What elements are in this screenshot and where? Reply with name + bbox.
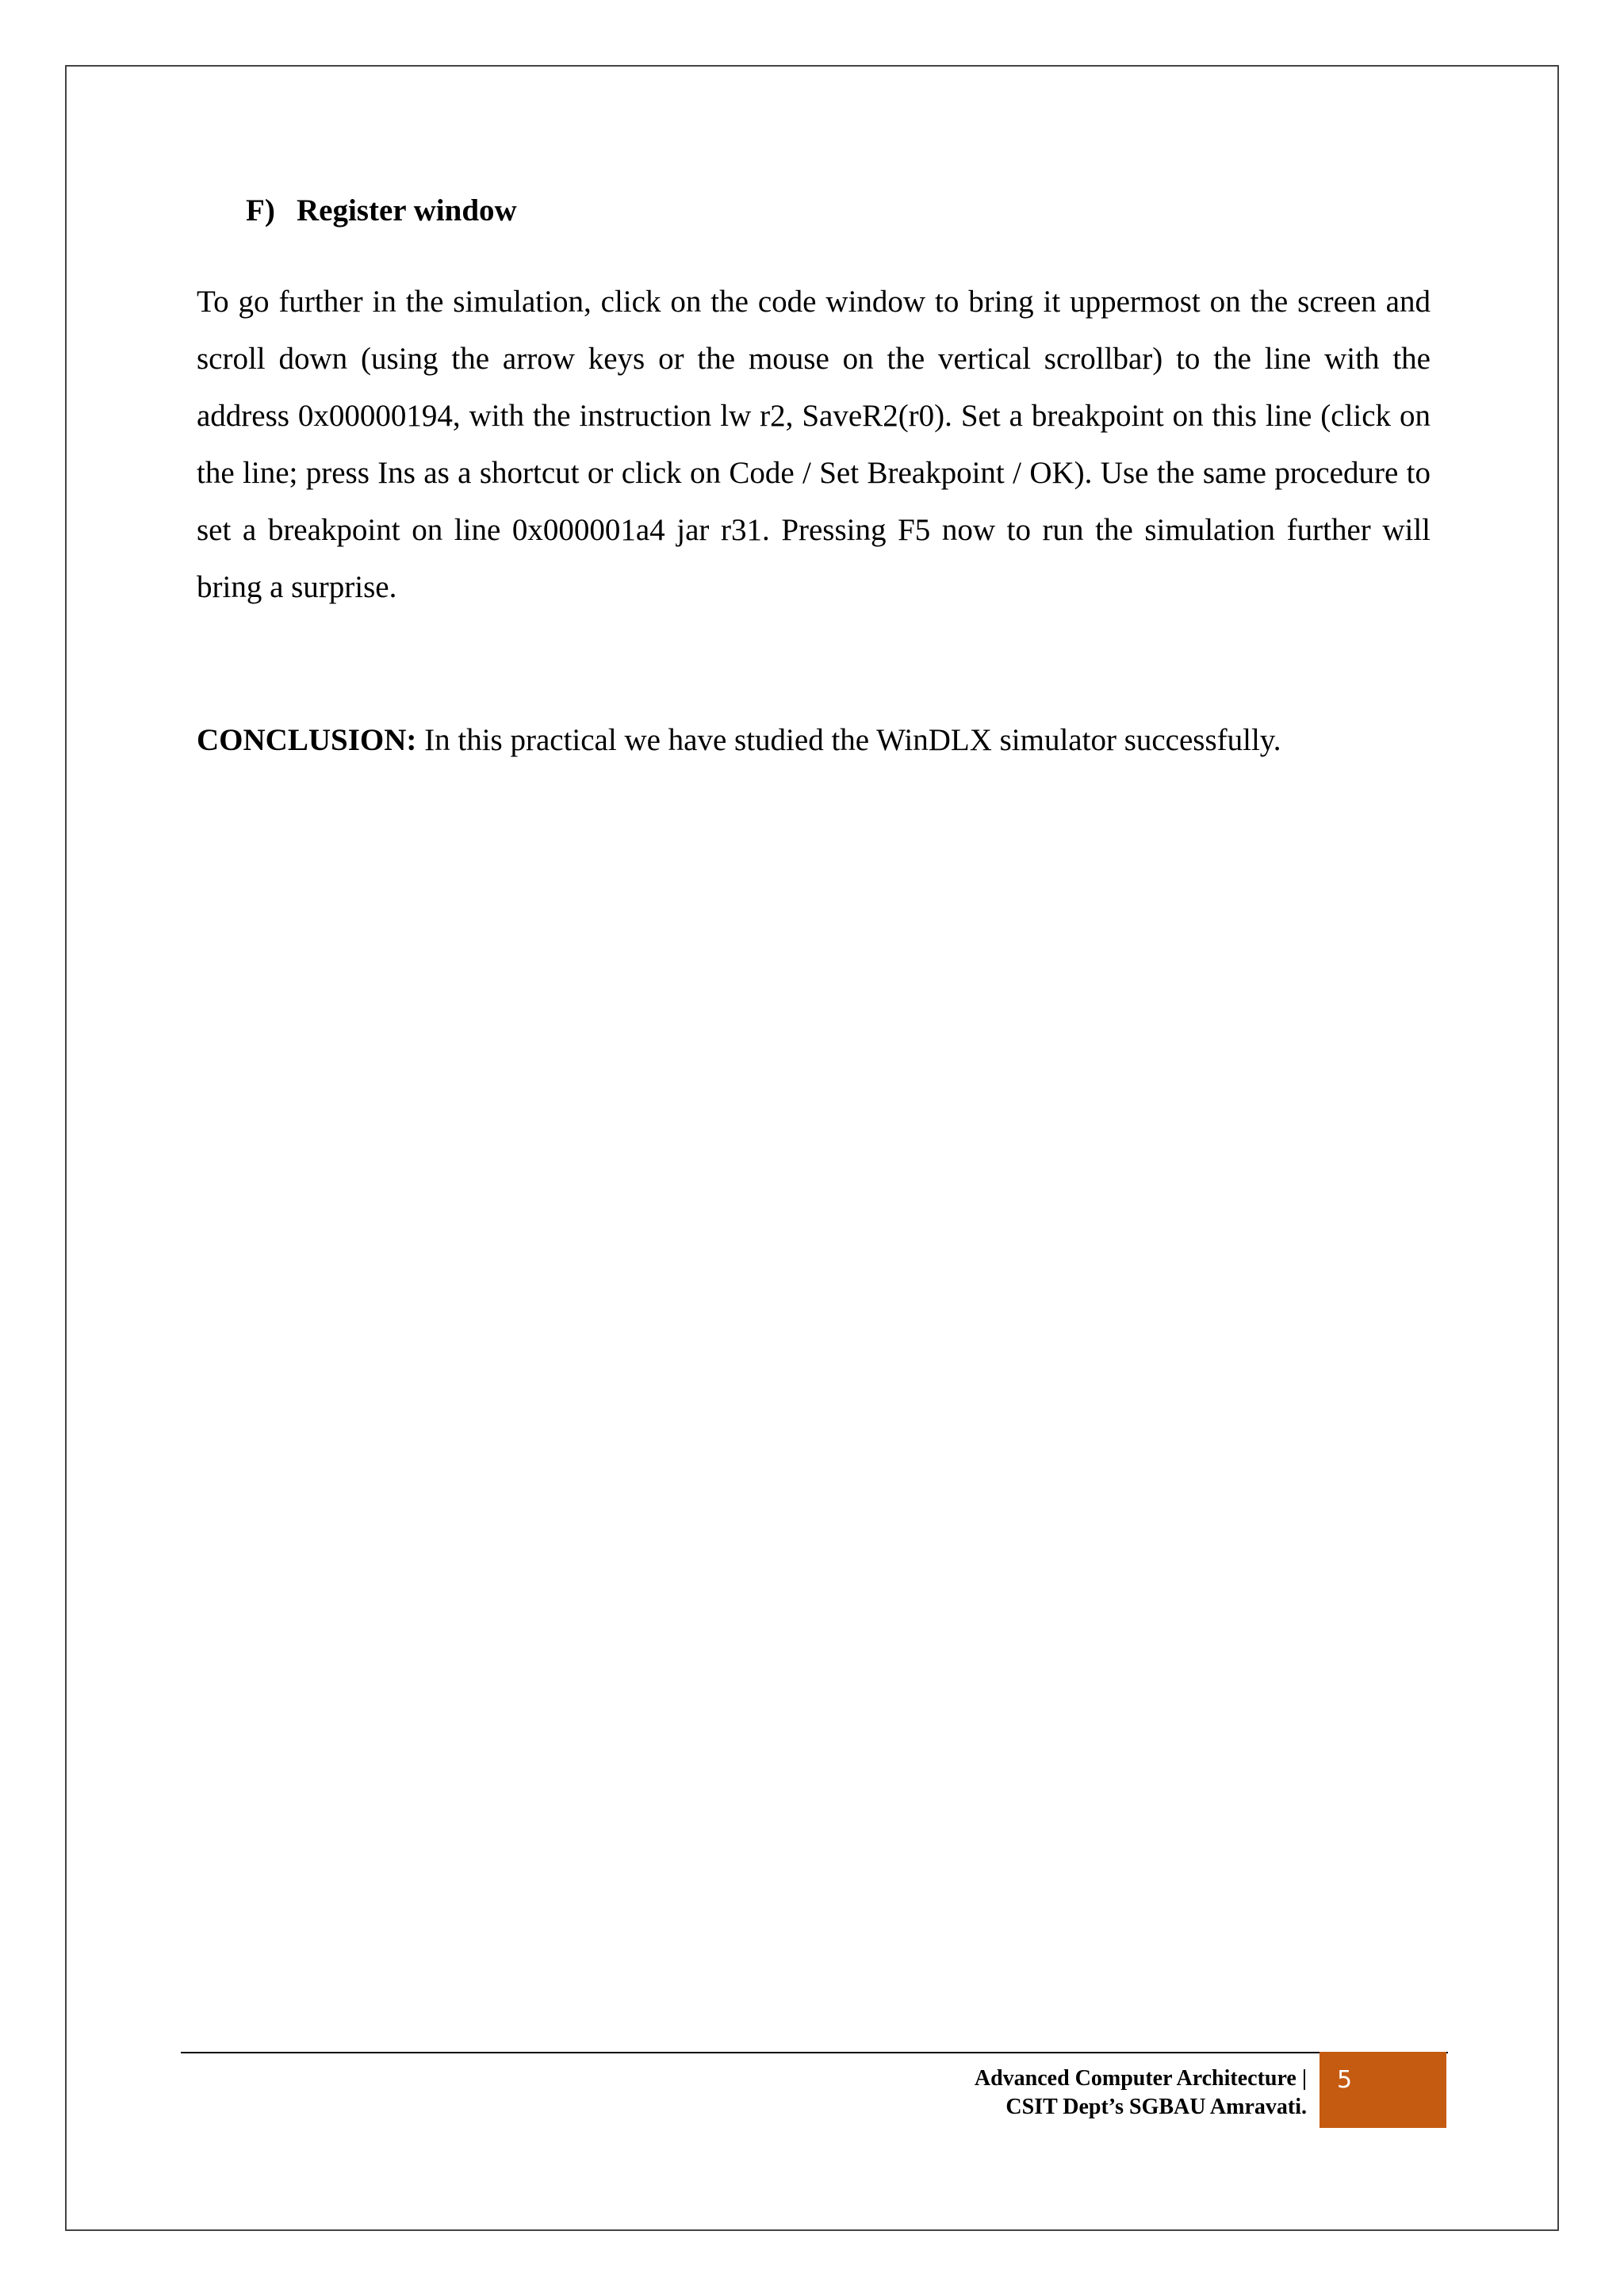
conclusion-label: CONCLUSION:	[197, 723, 417, 757]
section-title: Register window	[297, 193, 517, 228]
footer-rule	[181, 2052, 1448, 2053]
conclusion	[197, 712, 1465, 769]
section-number: F)	[246, 193, 275, 228]
footer-course-title: Advanced Computer Architecture |	[974, 2066, 1307, 2091]
footer-text	[975, 2064, 1307, 2122]
body-paragraph: To go further in the simulation, click on the code window to bring it uppermost on the screen and scroll down (using the arrow keys or the mouse on the vertical scrollbar) to the line with the address 0x00000194, with the instruction lw r2, SaveR2(r0). Set a breakpoint on this line (click on the line; press Ins as a shortcut or click on Code / Set Breakpoint / OK). Use the same procedure to set a breakpoint on line 0x000001a4 jar r31. Pressing F5 now to run the simulation further will bring a surprise.	[197, 285, 1431, 604]
page-number: 5	[1337, 2066, 1353, 2094]
conclusion-text: In this practical we have studied the WinDLX simulator successfully.	[416, 723, 1281, 757]
section-heading	[246, 195, 517, 226]
footer-department: CSIT Dept’s SGBAU Amravati.	[1005, 2095, 1307, 2119]
page-number-box	[1320, 2052, 1446, 2128]
